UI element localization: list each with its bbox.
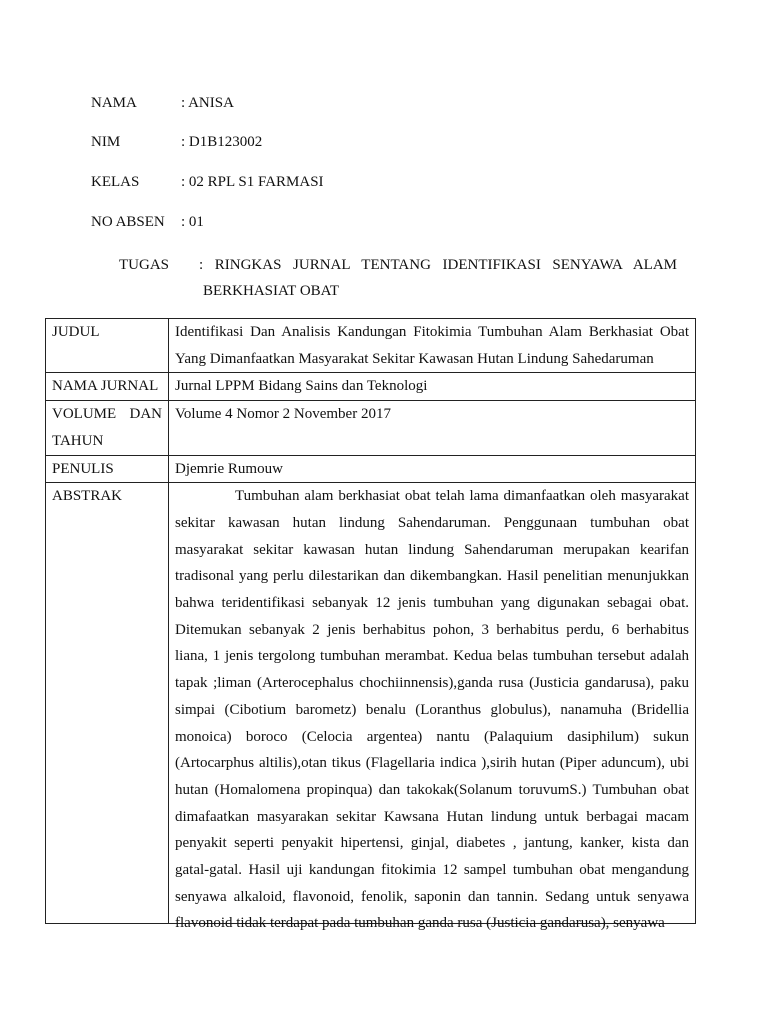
penulis-label: PENULIS	[46, 455, 169, 483]
nama-value: : ANISA	[181, 95, 234, 111]
tugas-line-2: BERKHASIAT OBAT	[203, 283, 339, 299]
nama-jurnal-label: NAMA JURNAL	[46, 373, 169, 401]
abstrak-value	[169, 483, 696, 932]
table-row	[46, 401, 696, 455]
judul-value	[169, 319, 696, 373]
table-row	[46, 455, 696, 483]
penulis-value: Djemrie Rumouw	[169, 455, 696, 483]
judul-line-2: Yang Dimanfaatkan Masyarakat Sekitar Kawasan Hutan Lindung Sahedaruman	[175, 350, 654, 367]
table-row	[46, 483, 696, 924]
abstrak-text: Tumbuhan alam berkhasiat obat telah lama dimanfaatkan oleh masyarakat sekitar kawasan hutan lindung Sahendaruman. Penggunaan tumbuhan obat masyarakat sekitar kawasan hutan lindung Sahendaruman merupakan kearifan tradisonal yang perlu dilestarikan dan dikembangkan. Hasil penelitian menunjukkan bahwa teridentifikasi sebanyak 12 jenis tumbuhan yang digunakan sebagai obat. Ditemukan sebanyak 2 jenis berhabitus pohon, 3 berhabitus perdu, 6 berhabitus liana, 1 jenis tergolong tumbuhan merambat. Kedua belas tumbuhan tersebut adalah tapak ;liman (Arterocephalus chochiinnensis),ganda rusa (Justicia gandarusa), paku simpai (Cibotium barometz) benalu (Loranthus globulus), nanamuha (Bridellia monoica) boroco (Celocia argentea) nantu (Palaquium dasiphilum) sukun (Artocarphus altilis),otan tikus (Flagellaria indica ),sirih hutan (Piper aduncum), ubi hutan (Homalomena propinqua) dan takokak(Solanum toruvumS.) Tumbuhan obat dimafaatkan masyarakan sekitar Kawsana Hutan lindung untuk berbagai macam penyakit seperti penyakit hipertensi, ginjal, diabetes , jantung, kanker, kista dan gatal-gatal. Hasil uji kandungan fitokimia 12 sampel tumbuhan obat mengandung senyawa alkaloid, flavonoid, fenolik, saponin dan tannin. Sedang untuk senyawa flavonoid tidak terdapat pada tumbuhan ganda rusa (Justicia gandarusa), senyawa	[175, 488, 689, 932]
table-row	[46, 373, 696, 401]
no-absen-label: NO ABSEN	[91, 214, 165, 230]
abstrak-cell	[175, 483, 689, 932]
nim-label: NIM	[91, 134, 121, 150]
volume-label-line-2: TAHUN	[52, 432, 104, 449]
no-absen-value: : 01	[181, 214, 204, 230]
nama-label: NAMA	[91, 95, 137, 111]
volume-label	[46, 401, 169, 455]
judul-line-1: Identifikasi Dan Analisis Kandungan Fitokimia Tumbuhan Alam Berkhasiat Obat	[175, 324, 689, 340]
kelas-value: : 02 RPL S1 FARMASI	[181, 174, 324, 190]
volume-label-line-1: VOLUME DAN	[52, 406, 162, 423]
tugas-line-1: : RINGKAS JURNAL TENTANG IDENTIFIKASI SENYAWA ALAM	[199, 257, 677, 273]
abstrak-label: ABSTRAK	[46, 483, 169, 924]
table-row	[46, 319, 696, 373]
nama-jurnal-value: Jurnal LPPM Bidang Sains dan Teknologi	[169, 373, 696, 401]
kelas-label: KELAS	[91, 174, 140, 190]
volume-value: Volume 4 Nomor 2 November 2017	[169, 401, 696, 455]
journal-summary-table	[45, 318, 696, 932]
tugas-value	[199, 252, 677, 304]
judul-label: JUDUL	[46, 319, 169, 373]
tugas-label: TUGAS	[119, 257, 170, 273]
nim-value: : D1B123002	[181, 134, 263, 150]
